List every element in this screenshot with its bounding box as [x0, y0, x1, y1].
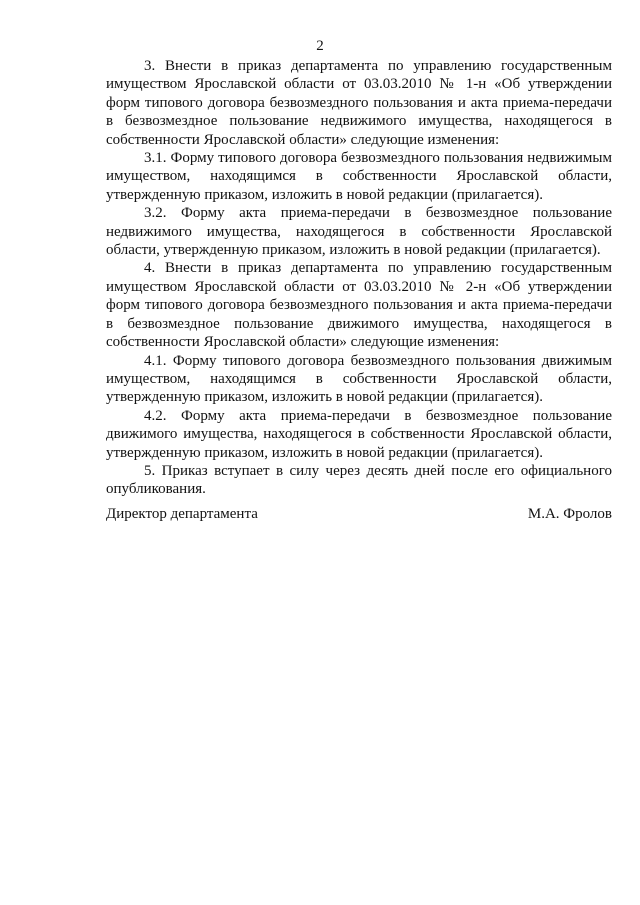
signature-block — [106, 505, 612, 523]
document-body — [106, 57, 612, 499]
page-number: 2 — [316, 38, 324, 54]
paragraph-5: 5. Приказ вступает в силу через десять дней после его официального опубликования. — [106, 462, 612, 498]
paragraph-4-1: 4.1. Форму типового договора безвозмездного пользования движимым имуществом, находящимся в собственности Ярославской области, утвержденную приказом, изложить в новой редакции (прилагается). — [106, 352, 612, 406]
signatory-position: Директор департамента — [106, 506, 258, 522]
paragraph-4-2: 4.2. Форму акта приема-передачи в безвозмездное пользование движимого имущества, находящегося в собственности Ярославской области, утвержденную приказом, изложить в новой редакции (прилагается). — [106, 407, 612, 461]
paragraph-3-2: 3.2. Форму акта приема-передачи в безвозмездное пользование недвижимого имущества, находящегося в собственности Ярославской области, утвержденную приказом, изложить в новой редакции (прилагается). — [106, 205, 612, 259]
signatory-name: М.А. Фролов — [527, 506, 612, 522]
paragraph-4: 4. Внести в приказ департамента по управлению государственным имуществом Ярославской области от 03.03.2010 № 2-н «Об утверждении форм типового договора безвозмездного пользования и акта приема-передачи в безвозмездное пользование движимого имущества, находящегося в собственности Ярославской области» следующие изменения: — [106, 260, 612, 351]
paragraph-3-1: 3.1. Форму типового договора безвозмездного пользования недвижимым имуществом, находящимся в собственности Ярославской области, утвержденную приказом, изложить в новой редакции (прилагается). — [106, 150, 612, 203]
paragraph-3: 3. Внести в приказ департамента по управлению государственным имуществом Ярославской области от 03.03.2010 № 1-н «Об утверждении форм типового договора безвозмездного пользования и акта приема-передачи в безвозмездное пользование недвижимого имущества, находящегося в собственности Ярославской области» следующие изменения: — [106, 58, 612, 148]
